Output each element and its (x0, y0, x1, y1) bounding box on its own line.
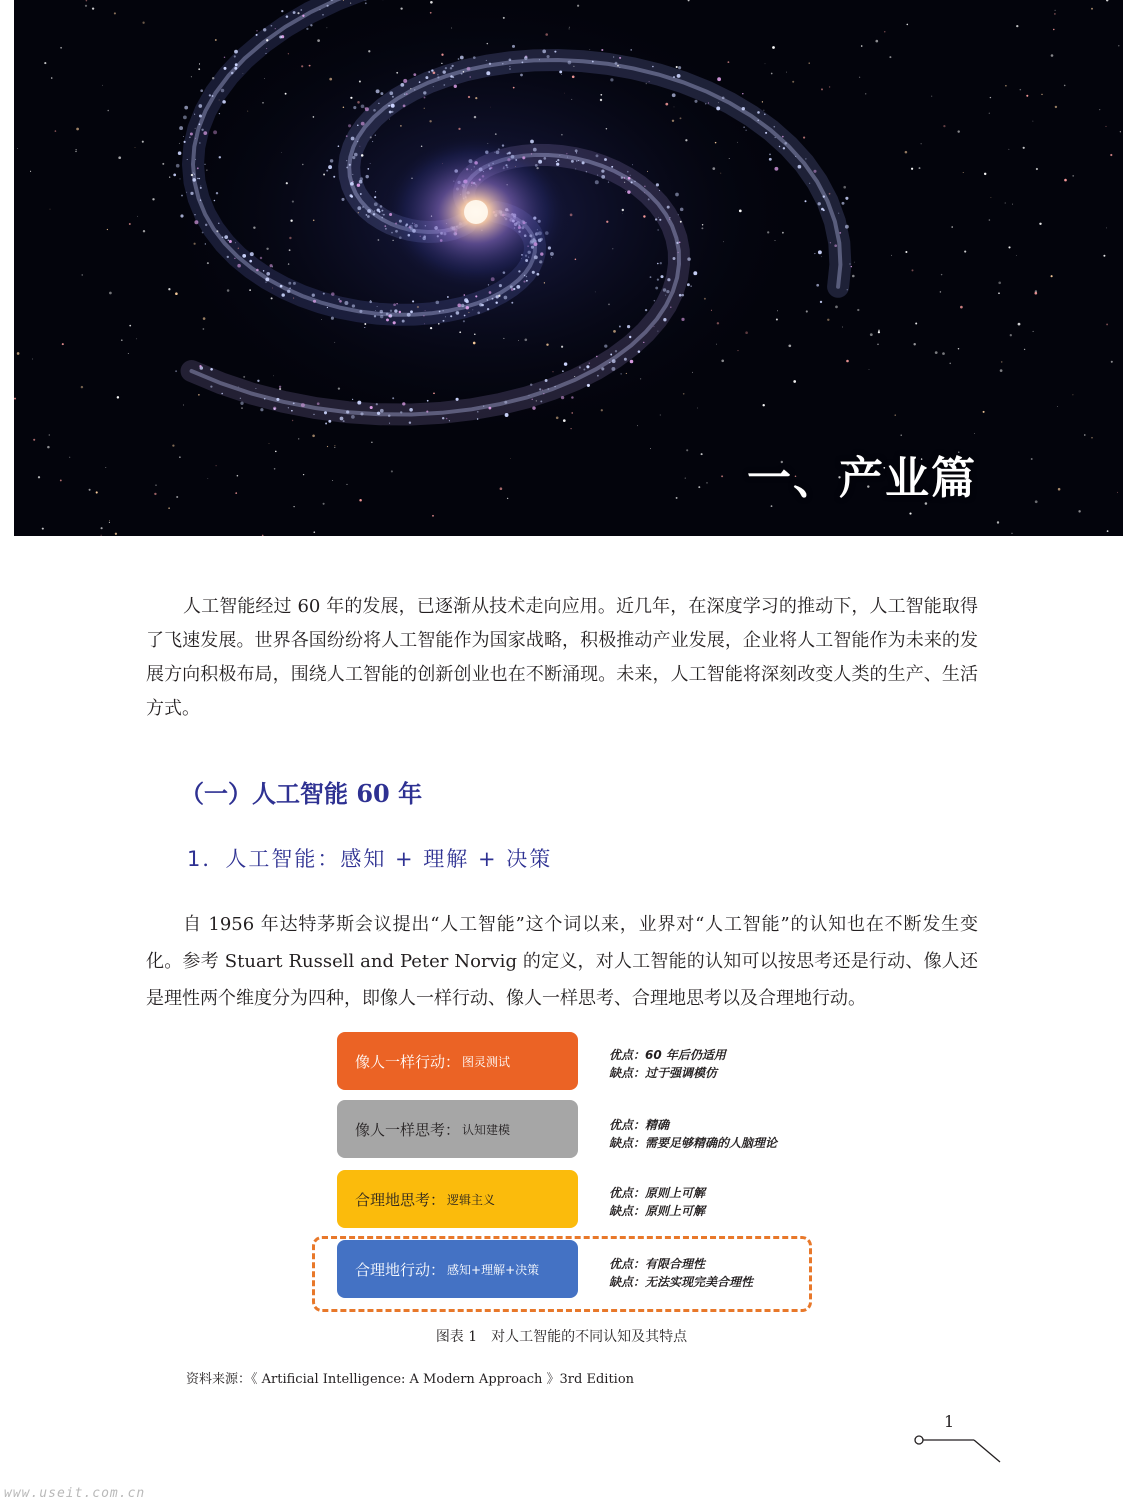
pro-text: 优点：60 年后仍适用 (609, 1048, 726, 1062)
page-corner-decoration (910, 1430, 1005, 1466)
body-paragraph: 自 1956 年达特茅斯会议提出“人工智能”这个词以来，业界对“人工智能”的认知也在不断发生变化。参考 Stuart Russell and Peter Norvig 的定义，对人工智能的认知可以按思考还是行动、像人还是理性两个维度分为四种，即像人一样行动、像人一样思考、合理地思考以及合理地行动。 (146, 914, 978, 1009)
definition-box-think-rationally (337, 1170, 578, 1228)
definition-box-act-rationally (337, 1240, 578, 1298)
definition-box-act-humanly (337, 1032, 578, 1090)
watermark-text: www.useit.com.cn (4, 1486, 146, 1501)
subsection-heading: 1．人工智能：感知 + 理解 + 决策 (187, 847, 553, 871)
section-heading: （一）人工智能 60 年 (180, 779, 423, 808)
pro-text: 优点：原则上可解 (609, 1186, 706, 1200)
pros-cons-act-rationally (609, 1255, 819, 1291)
pro-text: 优点：精确 (609, 1118, 670, 1132)
source-note: 资料来源：《 Artificial Intelligence: A Modern Approach 》3rd Edition (186, 1372, 635, 1387)
definition-main: 像人一样行动： (355, 1052, 461, 1071)
page-number: 1 (944, 1412, 955, 1431)
pro-text: 优点：有限合理性 (609, 1257, 706, 1271)
figure-caption: 图表 1 对人工智能的不同认知及其特点 (435, 1329, 688, 1345)
pros-cons-think-rationally (609, 1184, 819, 1220)
definition-main: 合理地行动： (355, 1260, 446, 1279)
pros-cons-act-humanly (609, 1046, 819, 1082)
intro-paragraph: 人工智能经过 60 年的发展，已逐渐从技术走向应用。近几年，在深度学习的推动下，人工智能取得了飞速发展。世界各国纷纷将人工智能作为国家战略，积极推动产业发展，企业将人工智能作为未来的发展方向积极布局，围绕人工智能的创新创业也在不断涌现。未来，人工智能将深刻改变人类的生产、生活方式。 (146, 596, 978, 719)
definition-sub: 图灵测试 (462, 1054, 511, 1069)
ai-definitions-diagram (312, 1030, 812, 1312)
con-text: 缺点：无法实现完美合理性 (609, 1275, 754, 1289)
con-text: 缺点：过于强调模仿 (609, 1066, 718, 1080)
con-text: 缺点：原则上可解 (609, 1204, 706, 1218)
definition-main: 像人一样思考： (355, 1120, 461, 1139)
chapter-title: 一、产业篇 (747, 453, 977, 504)
definition-box-think-humanly (337, 1100, 578, 1158)
definition-main: 合理地思考： (355, 1190, 446, 1209)
definition-sub: 认知建模 (462, 1122, 511, 1137)
hero-banner (14, 0, 1123, 536)
pros-cons-think-humanly (609, 1116, 819, 1152)
con-text: 缺点：需要足够精确的人脑理论 (609, 1136, 778, 1150)
definition-sub: 感知+理解+决策 (447, 1262, 540, 1277)
definition-sub: 逻辑主义 (447, 1192, 496, 1207)
